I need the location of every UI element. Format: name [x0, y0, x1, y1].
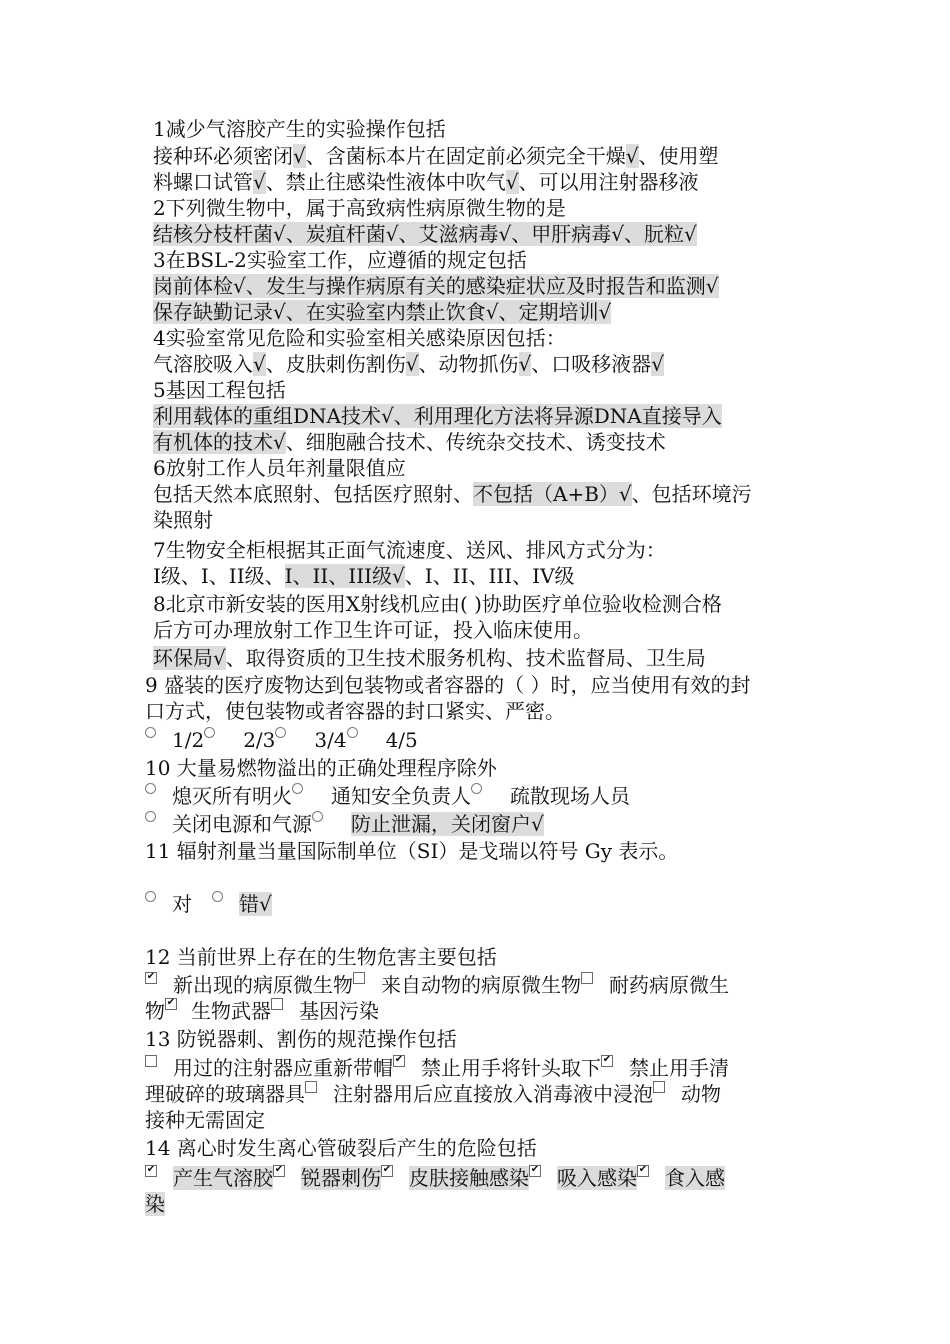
option-label: 禁止用手将针头取下 [421, 1056, 601, 1080]
question-12-title: 12 当前世界上存在的生物危害主要包括 [145, 945, 497, 969]
question-14-options-line-1 [145, 1165, 725, 1191]
checkbox-checked[interactable] [637, 1165, 649, 1177]
answer-text: 、取得资质的卫生技术服务机构、技术监督局、卫生局 [225, 646, 706, 670]
question-5-answer-line-2 [153, 429, 666, 455]
option-label: 1/2 [172, 728, 205, 752]
option-label: 物 [145, 999, 165, 1023]
checkbox-checked[interactable] [381, 1165, 393, 1177]
question-5-answer-line-1 [153, 403, 722, 429]
option-label: 4/5 [385, 728, 418, 752]
answer-text: 利用载体的重组DNA技术√、利用理化方法将异源DNA直接导入 [153, 404, 722, 428]
checkbox[interactable] [305, 1081, 317, 1093]
question-1-title: 1减少气溶胶产生的实验操作包括 [153, 117, 446, 141]
option-label: 熄灭所有明火 [172, 784, 292, 808]
checkbox-checked[interactable] [529, 1165, 541, 1177]
answer-text: 、细胞融合技术、传统杂交技术、诱变技术 [285, 430, 666, 454]
option-label: 禁止用手清 [629, 1056, 729, 1080]
option-label: 2/3 [243, 728, 276, 752]
option-label: 吸入感染 [557, 1166, 637, 1190]
option-label: 基因污染 [299, 999, 379, 1023]
option-label: 染 [145, 1192, 165, 1216]
check-mark: √ [518, 352, 532, 376]
answer-text: 保存缺勤记录√、在实验室内禁止饮食√、定期培训√ [153, 300, 612, 324]
question-8-answer [153, 645, 706, 671]
question-9-title-line-2: 口方式，使包装物或者容器的封口紧实、严密。 [145, 699, 565, 723]
check-mark: √ [505, 170, 519, 194]
radio-button[interactable] [212, 891, 223, 902]
question-13-options-line-3: 接种无需固定 [145, 1108, 265, 1132]
question-3-answer-line-1 [153, 273, 719, 299]
option-label: 用过的注射器应重新带帽 [173, 1056, 393, 1080]
radio-button[interactable] [275, 727, 286, 738]
option-label: 皮肤接触感染 [409, 1166, 529, 1190]
checkbox[interactable] [353, 972, 365, 984]
question-3-title: 3在BSL-2实验室工作，应遵循的规定包括 [153, 248, 527, 272]
answer-text: 、可以用注射器移液 [518, 170, 699, 194]
answer-text: 包括天然本底照射、包括医疗照射、 [153, 482, 473, 506]
answer-text: 、禁止往感染性液体中吹气 [265, 170, 506, 194]
option-label: 防止泄漏，关闭窗户√ [351, 812, 544, 836]
checkbox-checked[interactable] [393, 1055, 405, 1067]
question-1-answer-line-1 [153, 143, 719, 169]
check-mark: √ [293, 144, 306, 168]
option-label: 生物武器 [191, 999, 271, 1023]
answer-text: 、含菌标本片在固定前必须完全干燥 [305, 144, 626, 168]
question-3-answer-line-2 [153, 299, 611, 325]
question-4-title: 4实验室常见危险和实验室相关感染原因包括： [153, 326, 566, 350]
question-6-answer-line-2: 染照射 [153, 508, 213, 532]
option-label: 产生气溶胶 [173, 1166, 273, 1190]
radio-button[interactable] [292, 783, 303, 794]
check-mark: √ [253, 170, 266, 194]
radio-button[interactable] [145, 891, 156, 902]
question-2-answer [153, 221, 697, 247]
radio-button[interactable] [145, 727, 156, 738]
option-label: 对 [172, 892, 192, 916]
question-7-title: 7生物安全柜根据其正面气流速度、送风、排风方式分为： [153, 538, 666, 562]
checkbox-checked[interactable] [165, 998, 177, 1010]
radio-button[interactable] [145, 811, 156, 822]
option-label: 关闭电源和气源 [172, 812, 312, 836]
answer-text: 有机体的技术√ [153, 430, 286, 454]
question-4-answer [153, 351, 664, 377]
checkbox-checked[interactable] [273, 1165, 285, 1177]
question-5-title: 5基因工程包括 [153, 378, 286, 402]
question-14-options-line-2 [145, 1191, 165, 1217]
answer-text: 气溶胶吸入 [153, 352, 253, 376]
answer-text: 、包括环境污 [631, 482, 752, 506]
answer-text: 、口吸移液器 [531, 352, 652, 376]
checkbox[interactable] [653, 1081, 665, 1093]
question-9-options [145, 727, 418, 753]
question-10-title: 10 大量易燃物溢出的正确处理程序除外 [145, 756, 497, 780]
answer-text: 、使用塑 [638, 144, 719, 168]
question-8-title-line-2: 后方可办理放射工作卫生许可证，投入临床使用。 [153, 618, 593, 642]
radio-button[interactable] [471, 783, 482, 794]
checkbox[interactable] [581, 972, 593, 984]
answer-text: 接种环必须密闭 [153, 144, 293, 168]
option-label: 通知安全负责人 [331, 784, 471, 808]
question-9-title-line-1: 9 盛装的医疗废物达到包装物或者容器的（ ）时，应当使用有效的封 [145, 673, 751, 697]
option-label: 食入感 [665, 1166, 725, 1190]
option-label: 动物 [681, 1082, 721, 1106]
option-label: 3/4 [314, 728, 347, 752]
option-label: 耐药病原微生 [609, 973, 729, 997]
answer-text: 结核分枝杆菌√、炭疽杆菌√、艾滋病毒√、甲肝病毒√、朊粒√ [153, 222, 697, 246]
checkbox[interactable] [271, 998, 283, 1010]
question-13-options-line-1 [145, 1055, 729, 1081]
question-12-options-line-2 [145, 998, 379, 1024]
radio-button[interactable] [204, 727, 215, 738]
radio-button[interactable] [312, 811, 323, 822]
check-mark: √ [253, 352, 266, 376]
question-10-options-line-2 [145, 811, 544, 837]
question-13-options-line-2 [145, 1081, 721, 1107]
question-6-answer-line-1 [153, 481, 752, 507]
check-mark: √ [405, 352, 419, 376]
option-label: 来自动物的病原微生物 [381, 973, 581, 997]
question-8-title-line-1: 8北京市新安装的医用X射线机应由( )协助医疗单位验收检测合格 [153, 592, 722, 616]
checkbox-checked[interactable] [601, 1055, 613, 1067]
answer-text: 、皮肤刺伤割伤 [265, 352, 406, 376]
radio-button[interactable] [145, 783, 156, 794]
option-label: 新出现的病原微生物 [173, 973, 353, 997]
question-11-options [145, 891, 272, 917]
question-13-title: 13 防锐器刺、割伤的规范操作包括 [145, 1027, 457, 1051]
answer-text: 、动物抓伤 [418, 352, 519, 376]
check-mark: √ [651, 352, 664, 376]
question-11-title: 11 辐射剂量当量国际制单位（SI）是戈瑞以符号 Gy 表示。 [145, 839, 679, 863]
question-7-answer [153, 563, 575, 589]
answer-text: I级、I、II级、 [153, 564, 285, 588]
question-1-answer-line-2 [153, 169, 699, 195]
answer-text: 不包括（A+B）√ [473, 482, 632, 506]
answer-text: 岗前体检√、发生与操作病原有关的感染症状应及时报告和监测√ [153, 274, 719, 298]
answer-text: I、II、III级√ [284, 564, 405, 588]
option-label: 疏散现场人员 [510, 784, 630, 808]
answer-text: 、I、II、III、IV级 [404, 564, 575, 588]
checkbox-checked[interactable] [145, 972, 157, 984]
question-14-title: 14 离心时发生离心管破裂后产生的危险包括 [145, 1136, 537, 1160]
option-label: 理破碎的玻璃器具 [145, 1082, 305, 1106]
option-label: 错√ [239, 892, 272, 916]
question-12-options-line-1 [145, 972, 729, 998]
question-2-title: 2下列微生物中，属于高致病性病原微生物的是 [153, 196, 566, 220]
question-6-title: 6放射工作人员年剂量限值应 [153, 456, 406, 480]
answer-text: 环保局√ [153, 646, 226, 670]
answer-text: 料螺口试管 [153, 170, 253, 194]
checkbox-checked[interactable] [145, 1165, 157, 1177]
question-10-options-line-1 [145, 783, 630, 809]
option-label: 注射器用后应直接放入消毒液中浸泡 [333, 1082, 653, 1106]
check-mark: √ [625, 144, 639, 168]
radio-button[interactable] [347, 727, 358, 738]
option-label: 锐器刺伤 [301, 1166, 381, 1190]
checkbox[interactable] [145, 1055, 157, 1067]
